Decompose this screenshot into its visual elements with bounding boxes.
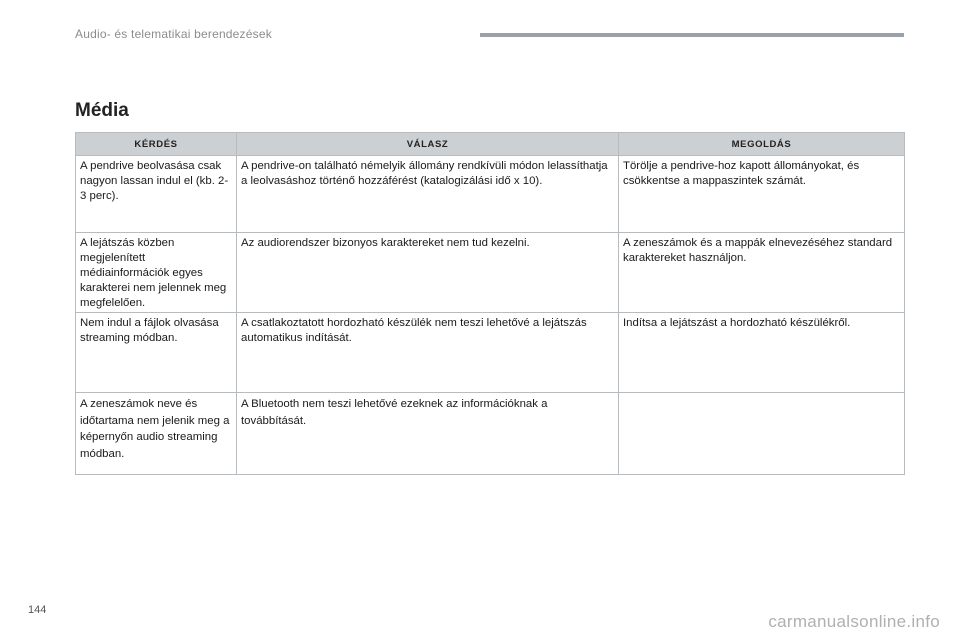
table-row (76, 313, 905, 393)
question-cell: A zeneszámok neve és időtartama nem jelenik meg a képernyőn audio streaming módban. (76, 393, 237, 475)
question-cell: Nem indul a fájlok olvasása streaming módban. (76, 313, 237, 393)
section-title: Média (75, 100, 129, 121)
column-header-question: KÉRDÉS (76, 133, 237, 156)
question-cell: A lejátszás közben megjelenített médiainformációk egyes karakterei nem jelennek meg megfelelően. (76, 233, 237, 313)
column-header-answer: VÁLASZ (237, 133, 619, 156)
answer-cell: Az audiorendszer bizonyos karaktereket nem tud kezelni. (237, 233, 619, 313)
watermark: carmanualsonline.info (768, 612, 940, 631)
table-row (76, 393, 905, 475)
solution-cell (619, 393, 905, 475)
table-row (76, 233, 905, 313)
table-header-row (76, 133, 905, 156)
running-header: Audio- és telematikai berendezések (75, 27, 272, 41)
page-number: 144 (28, 604, 47, 616)
solution-cell: Indítsa a lejátszást a hordozható készülékről. (619, 313, 905, 393)
header-rule (480, 33, 904, 37)
column-header-solution: MEGOLDÁS (619, 133, 905, 156)
answer-cell: A Bluetooth nem teszi lehetővé ezeknek az információknak a továbbítását. (237, 393, 619, 475)
table-row (76, 156, 905, 233)
answer-cell: A pendrive-on található némelyik állomány rendkívüli módon lelassíthatja a leolvasáshoz történő hozzáférést (katalogizálási idő x 10). (237, 156, 619, 233)
solution-cell: Törölje a pendrive-hoz kapott állományokat, és csökkentse a mappaszintek számát. (619, 156, 905, 233)
faq-table (75, 132, 905, 475)
solution-cell: A zeneszámok és a mappák elnevezéséhez standard karaktereket használjon. (619, 233, 905, 313)
answer-cell: A csatlakoztatott hordozható készülék nem teszi lehetővé a lejátszás automatikus indítását. (237, 313, 619, 393)
question-cell: A pendrive beolvasása csak nagyon lassan indul el (kb. 2-3 perc). (76, 156, 237, 233)
